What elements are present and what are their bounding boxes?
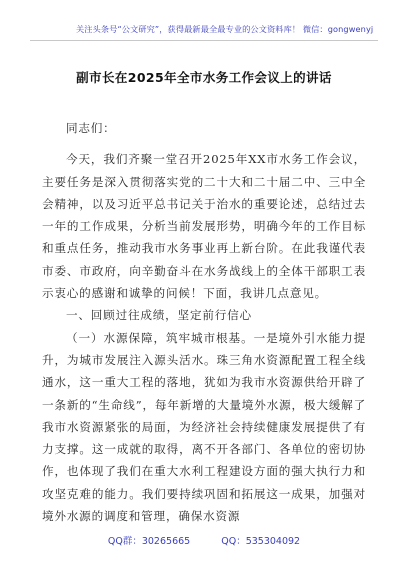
header-divider xyxy=(30,40,378,41)
paragraph-1: 今天，我们齐聚一堂召开2025年XX市水务工作会议，主要任务是深入贯彻落实党的二十大和二十届二中、三中全会精神，以及习近平总书记关于治水的重要论述，总结过去一年的工作成果，分析当前发展形势，明确今年的工作目标和重点任务，推动我市水务事业再上新台阶。在此我谨代表市委、市政府，向辛勤奋斗在水务战线上的全体干部职工表示衷心的感谢和诚挚的问候！下面，我讲几点意见。 xyxy=(42,152,366,301)
footer-qq-group: QQ群：30265665 xyxy=(107,536,191,547)
document-body xyxy=(42,117,366,527)
header-notice: 关注头条号“公文研究”，获得最新最全最专业的公文资料库！ 微信：gongwenyj xyxy=(76,24,374,34)
greeting: 同志们： xyxy=(66,121,116,135)
document-title: 副市长在2025年全市水务工作会议上的讲话 xyxy=(76,70,332,85)
section-heading-1: 一、回顾过往成绩，坚定前行信心 xyxy=(66,308,252,323)
footer-qq-contact: QQ：535304092 xyxy=(221,536,301,547)
footer xyxy=(0,533,408,547)
paragraph-2: （一）水源保障，筑牢城市根基。一是境外引水能力提升，为城市发展注入源头活水。珠三角水资源配置工程全线通水，这一重大工程的落地，犹如为我市水资源供给开辟了一条新的“生命线”，每年新增的大量境外水源，极大缓解了我市水资源紧张的局面，为经济社会持续健康发展提供了有力支撑。这一成就的取得，离不开各部门、各单位的密切协作，也体现了我们在重大水利工程建设方面的强大执行力和攻坚克难的能力。我们要持续巩固和拓展这一成果，加强对境外水源的调度和管理，确保水资源 xyxy=(42,330,366,524)
